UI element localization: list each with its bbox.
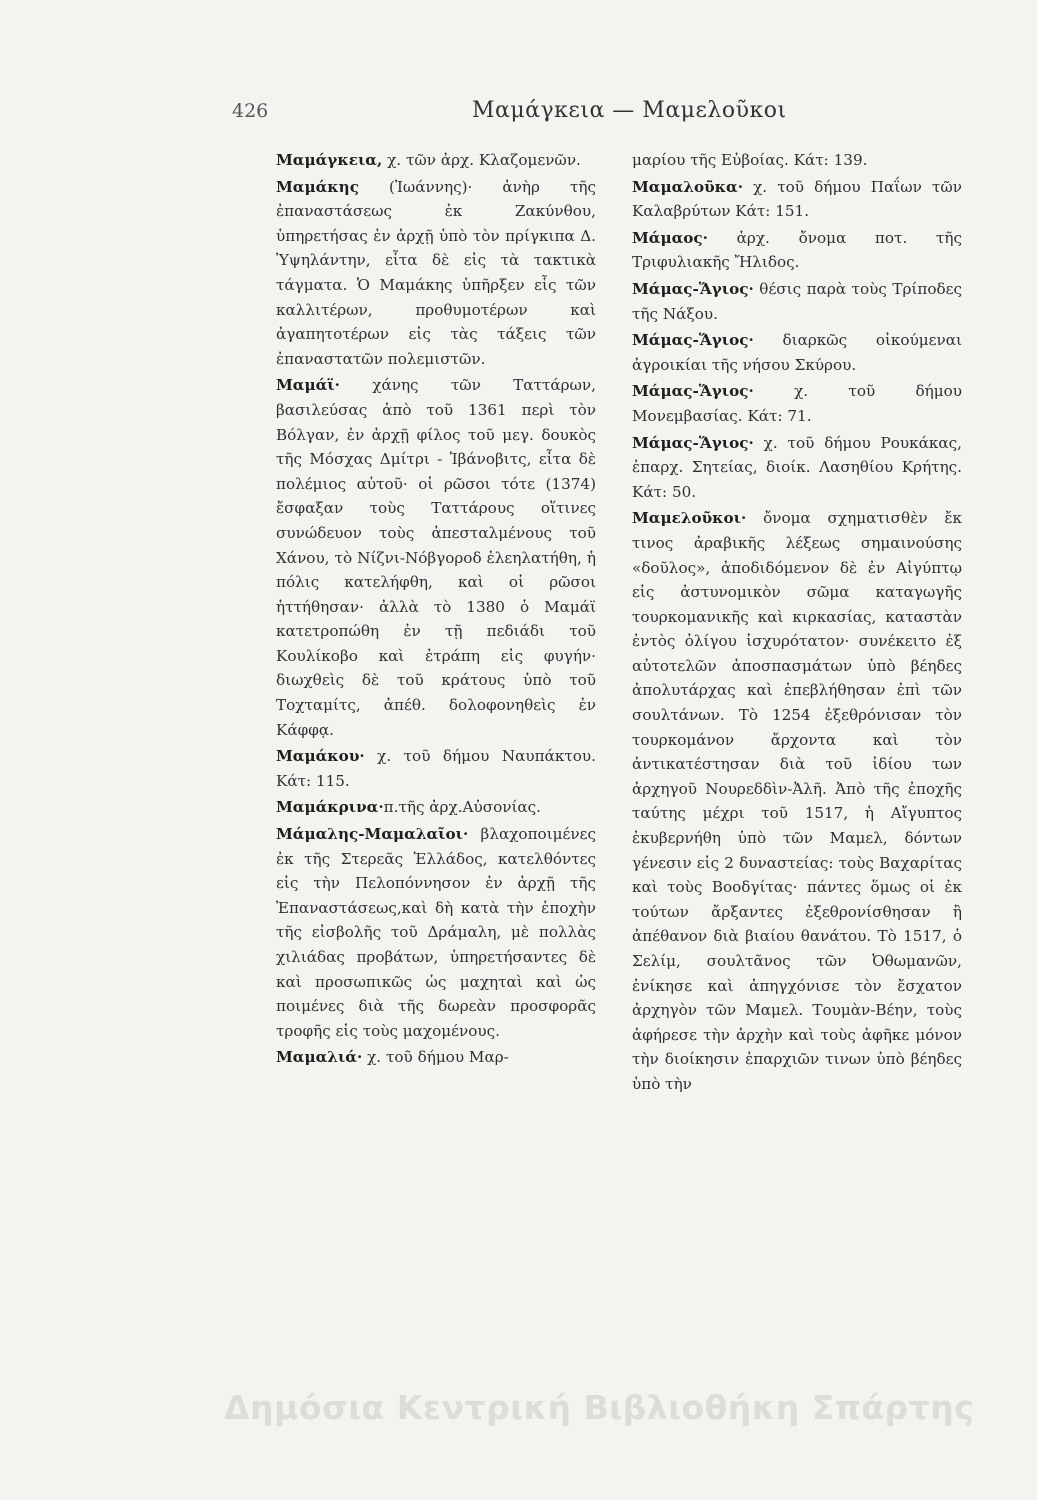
entry-text: χ. τοῦ δήμου Μαρ- [362, 1048, 509, 1067]
entry-text: χ. τοῦ δήμου Ρουκάκας, ἐπαρχ. Σητείας, διοίκ. Λασηθίου Κρήτης. Κάτ: 50. [632, 433, 962, 501]
dictionary-entry [632, 328, 962, 377]
page-header [232, 100, 792, 136]
dictionary-entry [632, 226, 962, 275]
dictionary-entry [632, 506, 962, 1096]
entry-text: χ. τοῦ δήμου Μονεμβασίας. Κάτ: 71. [632, 382, 962, 425]
running-head: Μαμάγκεια — Μαμελοῦκοι [472, 98, 787, 123]
dictionary-entry [632, 379, 962, 428]
dictionary-entry [276, 373, 596, 742]
right-column [632, 148, 962, 1097]
entry-headword: Μαμάκρινα· [276, 798, 384, 817]
entry-text: βλαχοποιμένες ἐκ τῆς Στερεᾶς Ἑλλάδος, κατελθόντες εἰς τὴν Πελοπόννησον ἐν ἀρχῇ τῆς Ἐπαναστάσεως,καὶ δὴ κατὰ τὴν ἐποχὴν τῆς εἰσβολῆς τοῦ Δράμαλη, μὲ πολλὰς χιλιάδας προβάτων, ὑπηρετήσαντες δὲ καὶ προσωπικῶς ὡς μαχηταὶ καὶ ὡς ποιμένες διὰ τῆς δωρεὰν προσφορᾶς τροφῆς εἰς τοὺς μαχομένους. [276, 825, 596, 1040]
entry-headword: Μάμας-Ἅγιος· [632, 433, 754, 452]
dictionary-entry [276, 744, 596, 793]
entry-text: π.τῆς ἀρχ.Αὐσονίας. [383, 798, 542, 817]
entry-headword: Μαμάγκεια, [276, 151, 383, 169]
entry-text: χ. τοῦ δήμου Παΐων τῶν Καλαβρύτων Κάτ: 151. [632, 177, 962, 221]
dictionary-entry [632, 277, 962, 326]
page-number: 426 [232, 100, 269, 122]
entry-text: χ. τοῦ δήμου Ναυπάκτου. Κάτ: 115. [276, 747, 596, 790]
entry-headword: Μαμαλιά· [276, 1048, 363, 1067]
dictionary-entry [276, 1045, 596, 1070]
dictionary-entry [276, 822, 596, 1043]
library-watermark: Δημόσια Κεντρική Βιβλιοθήκη Σπάρτης [224, 1388, 975, 1427]
entry-headword: Μάμαος· [632, 228, 708, 247]
dictionary-entry [276, 175, 596, 372]
dictionary-entry [276, 795, 596, 820]
entry-text: ὄνομα σχηματισθὲν ἔκ τινος ἀραβικῆς λέξεως σημαινούσης «δοῦλος», ἀποδιδόμενον δὲ ἐν Αἰγύπτῳ εἰς ἀστυνομικὸν σῶμα καταγωγῆς τουρκομανικῆς καὶ κιρκασίας, καταστὰν ἐντὸς ὀλίγου ἰσχυρότατον· συνέκειτο ἐξ αὐτοτελῶν ἀποσπασμάτων ὑπὸ βέηδες ἀπολυτάρχας καὶ ἐπεβλήθησαν ἐπὶ τῶν σουλτάνων. Τὸ 1254 ἐξεθρόνισαν τὸν τουρκομάνον ἄρχοντα καὶ τὸν ἀντικατέστησαν διὰ τοῦ ἰδίου των ἀρχηγοῦ Νουρεδδὶν-Ἀλῆ. Ἀπὸ τῆς ἐποχῆς ταύτης μέχρι τοῦ 1517, ἡ Αἴγυπτος ἐκυβερνήθη ὑπὸ τῶν Μαμελ, δόντων γένεσιν εἰς 2 δυναστείας: τοὺς Βαχαρίτας καὶ τοὺς Βοοδγίτας· πάντες ὅμως οἱ ἐκ τούτων ἄρξαντες ἐξεθρονίσθησαν ἢ ἀπέθανον διὰ βιαίου θανάτου. Τὸ 1517, ὁ Σελίμ, σουλτᾶνος τῶν Ὀθωμανῶν, ἐνίκησε καὶ ἀπηγχόνισε τὸν ἔσχατον ἀρχηγὸν τῶν Μαμελ. Τουμὰν-Βέην, τοὺς ἀφήρεσε τὴν ἀρχὴν καὶ τοὺς ἀφῆκε μόνον τὴν διοίκησιν ἐπαρχιῶν τινων ὑπὸ βέηδες ὑπὸ τὴν [632, 509, 962, 1093]
entry-headword: Μάμας-Ἅγιος· [632, 279, 754, 298]
entry-text: (Ἰωάννης)· ἀνὴρ τῆς ἐπαναστάσεως ἐκ Ζακύνθου, ὑπηρετήσας ἐν ἀρχῇ ὑπὸ τὸν πρίγκιπα Δ. Ὑψηλάντην, εἶτα δὲ εἰς τὰ τακτικὰ τάγματα. Ὁ Μαμάκης ὑπῆρξεν εἷς τῶν καλλιτέρων, προθυμοτέρων καὶ ἀγαπητοτέρων εἰς τὰς τάξεις τῶν ἐπαναστατῶν πολεμιστῶν. [276, 177, 596, 368]
entry-text: μαρίου τῆς Εὐβοίας. Κάτ: 139. [632, 151, 868, 169]
dictionary-entry [276, 148, 596, 173]
entry-headword: Μαμελοῦκοι· [632, 509, 747, 528]
entry-headword: Μαμάκης [276, 177, 359, 196]
entry-headword: Μάμας-Ἅγιος· [632, 331, 754, 350]
entry-headword: Μάμαλης-Μαμαλαῖοι· [276, 825, 469, 844]
entry-text: ἀρχ. ὄνομα ποτ. τῆς Τριφυλιακῆς Ἤλιδος. [632, 228, 962, 272]
left-column [276, 148, 596, 1070]
entry-text: διαρκῶς οἰκούμεναι ἀγροικίαι τῆς νήσου Σκύρου. [632, 331, 962, 374]
entry-headword: Μαμαλοῦκα· [632, 177, 743, 196]
dictionary-entry [632, 431, 962, 505]
entry-text: χ. τῶν ἀρχ. Κλαζομενῶν. [382, 151, 581, 169]
dictionary-entry [632, 175, 962, 224]
entry-headword: Μάμας-Ἅγιος· [632, 382, 754, 401]
entry-text: θέσις παρὰ τοὺς Τρίποδες τῆς Νάξου. [632, 279, 962, 323]
entry-headword: Μαμάϊ· [276, 376, 340, 395]
entry-text: χάνης τῶν Ταττάρων, βασιλεύσας ἀπὸ τοῦ 1361 περὶ τὸν Βόλγαν, ἐν ἀρχῇ φίλος τοῦ μεγ. δουκὸς τῆς Μόσχας Δμίτρι - Ἰβάνοβιτς, εἶτα δὲ πολέμιος αὐτοῦ· οἱ ρῶσοι τότε (1374) ἔσφαξαν τοὺς Ταττάρους οἵτινες συνώδευον τοὺς ἀπεσταλμένους τοῦ Χάνου, τὸ Νίζνι-Νόβγοροδ ἐλεηλατήθη, ἡ πόλις κατελήφθη, καὶ οἱ ρῶσοι ἡττήθησαν· ἀλλὰ τὸ 1380 ὁ Μαμάϊ κατετροπώθη ἐν τῇ πεδιάδι τοῦ Κουλίκοβο καὶ ἐτράπη εἰς φυγήν· διωχθεὶς δὲ τοῦ κράτους ὑπὸ τοῦ Τοχταμίτς, ἀπέθ. δολοφονηθεὶς ἐν Κάφφᾳ. [276, 376, 596, 739]
entry-headword: Μαμάκου· [276, 747, 365, 766]
dictionary-entry [632, 148, 962, 173]
